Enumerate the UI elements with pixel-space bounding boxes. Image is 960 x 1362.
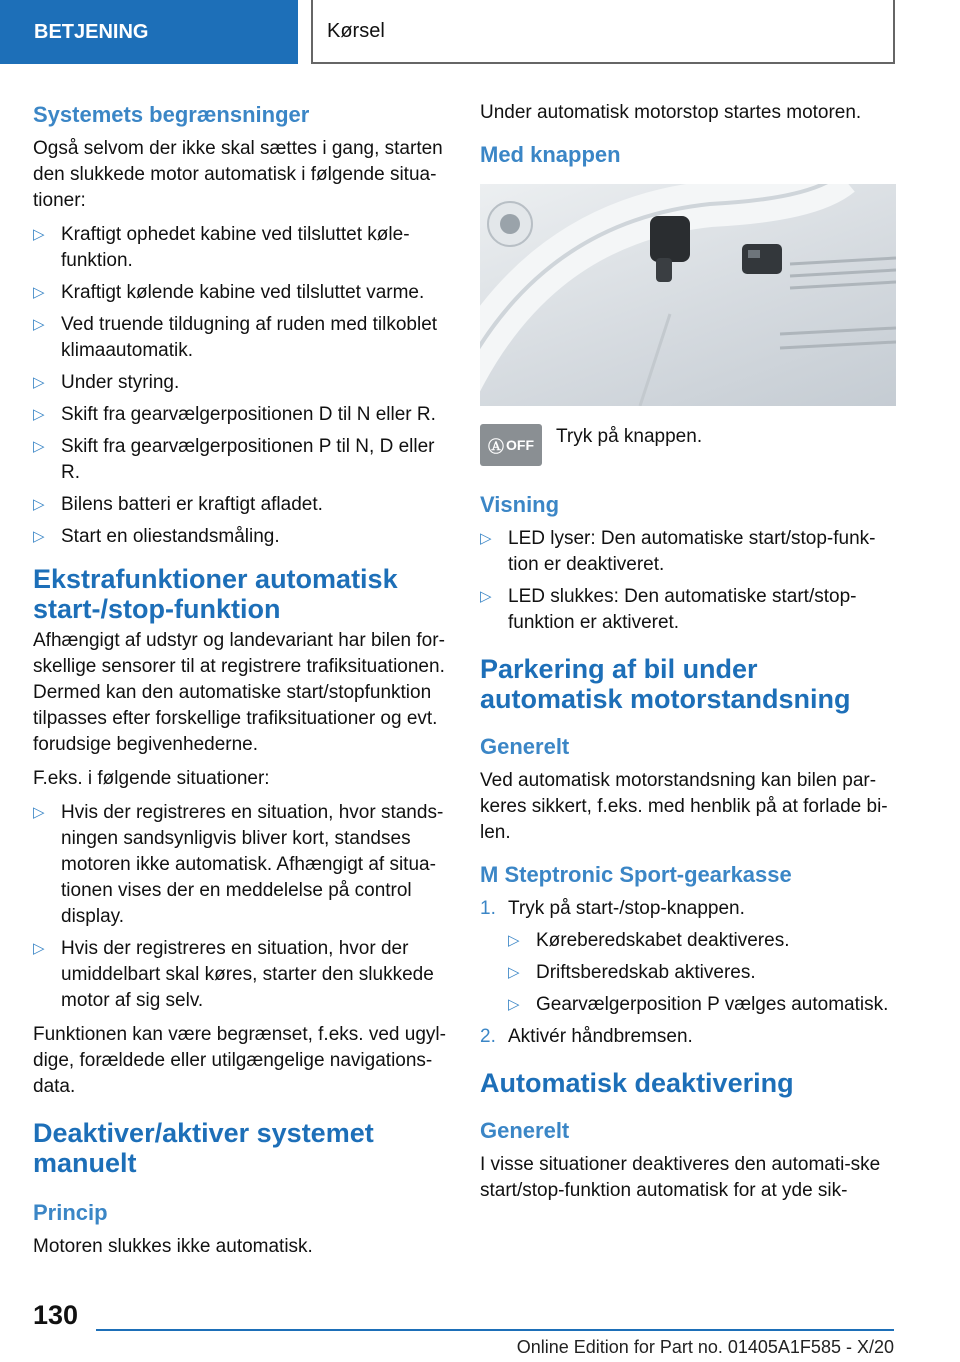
list-item: ▷ LED lyser: Den automatiske start/stop-funk-tion er deaktiveret. [480, 528, 876, 575]
triangle-bullet-icon: ▷ [33, 528, 45, 545]
footer-divider [96, 1329, 894, 1331]
principle-heading: Princip [33, 1200, 108, 1225]
parking-heading: Parkering af bil under automatisk motorstandsning [480, 654, 851, 714]
step-item [480, 1024, 896, 1050]
chapter-tab [311, 0, 895, 64]
auto-start-stop-off-icon: Ⓐ OFF [480, 424, 542, 466]
triangle-bullet-icon: ▷ [508, 964, 520, 981]
list-item: ▷ LED slukkes: Den automatiske start/stop-funktion er aktiveret. [480, 586, 857, 633]
display-heading: Visning [480, 492, 560, 517]
list-item: ▷ Driftsberedskab aktiveres. [508, 960, 896, 986]
list-item: ▷ Bilens batteri er kraftigt afladet. [33, 492, 447, 518]
chapter-label: Kørsel [327, 19, 385, 42]
press-text: Tryk på knappen. [556, 426, 703, 447]
display-list [480, 526, 896, 636]
press-instruction [480, 424, 896, 466]
triangle-bullet-icon: ▷ [33, 284, 45, 301]
list-item: ▷ Skift fra gearvælgerpositionen D til N eller R. [33, 402, 447, 428]
step-number: 2. [480, 1026, 496, 1047]
footer-edition: Online Edition for Part no. 01405A1F585 - X/20 [516, 1337, 894, 1357]
list-item: ▷ Kraftigt ophedet kabine ved tilsluttet køle-funktion. [33, 224, 410, 271]
triangle-bullet-icon: ▷ [33, 316, 45, 333]
list-item: ▷ Under styring. [33, 370, 447, 396]
triangle-bullet-icon: ▷ [33, 374, 45, 391]
right-intro: Under automatisk motorstop startes motoren. [480, 102, 862, 123]
triangle-bullet-icon: ▷ [33, 438, 45, 455]
step-subitems [508, 928, 896, 1018]
section-tab [0, 0, 298, 64]
triangle-bullet-icon: ▷ [480, 588, 492, 605]
general-text: Ved automatisk motorstandsning kan bilen par-keres sikkert, f.eks. med henblik på at forlade bi-len. [480, 770, 888, 843]
list-item: ▷ Køreberedskabet deaktiveres. [508, 928, 896, 954]
triangle-bullet-icon: ▷ [33, 804, 45, 821]
step-text: Aktivér håndbremsen. [508, 1026, 693, 1047]
general2-heading: Generelt [480, 1118, 570, 1143]
page-number: 130 [33, 1300, 79, 1330]
limits-intro: Også selvom der ikke skal sættes i gang, starten den slukkede motor automatisk i følgende situa-tioner: [33, 138, 443, 211]
list-item: ▷ Hvis der registreres en situation, hvor stands-ningen sandsynligvis bliver kort, standses motoren ikke automatisk. Afhængigt af situa-tionen vises der en meddelelse på control display. [33, 802, 444, 927]
extra-paragraph-2: F.eks. i følgende situationer: [33, 768, 270, 789]
triangle-bullet-icon: ▷ [33, 496, 45, 513]
extra-paragraph-3: Funktionen kan være begrænset, f.eks. ved ugyl-dige, forældede eller utilgængelige navigations-data. [33, 1024, 446, 1097]
section-label: BETJENING [34, 20, 149, 43]
extra-list [33, 800, 447, 1014]
list-item: ▷ Skift fra gearvælgerpositionen P til N, D eller R. [33, 436, 435, 483]
list-item: ▷ Start en oliestandsmåling. [33, 524, 447, 550]
steps-list [480, 896, 896, 1050]
triangle-bullet-icon: ▷ [33, 406, 45, 423]
limits-heading: Systemets begrænsninger [33, 102, 310, 127]
list-item: ▷ Kraftigt kølende kabine ved tilsluttet varme. [33, 280, 447, 306]
limits-list [33, 222, 447, 550]
triangle-bullet-icon: ▷ [508, 996, 520, 1013]
dashboard-photo [480, 184, 896, 406]
triangle-bullet-icon: ▷ [508, 932, 520, 949]
steptronic-heading: M Steptronic Sport-gearkasse [480, 862, 792, 887]
triangle-bullet-icon: ▷ [33, 940, 45, 957]
list-item: ▷ Ved truende tildugning af ruden med tilkoblet klimaautomatik. [33, 314, 438, 361]
list-item: ▷ Hvis der registreres en situation, hvor der umiddelbart skal køres, starter den slukkede motor af sig selv. [33, 938, 434, 1011]
triangle-bullet-icon: ▷ [33, 226, 45, 243]
general-heading: Generelt [480, 734, 570, 759]
step-number: 1. [480, 898, 496, 919]
step-text: Tryk på start-/stop-knappen. [508, 898, 745, 919]
principle-text: Motoren slukkes ikke automatisk. [33, 1236, 313, 1257]
right-column [480, 100, 896, 1212]
manual-heading: Deaktiver/aktiver systemet manuelt [33, 1118, 374, 1178]
dashboard-illustration [480, 184, 896, 406]
extra-functions-heading: Ekstrafunktioner automatisk start-/stop-funktion [33, 564, 398, 624]
list-item: ▷ Gearvælgerposition P vælges automatisk. [508, 992, 896, 1018]
triangle-bullet-icon: ▷ [480, 530, 492, 547]
general2-text: I visse situationer deaktiveres den automati-ske start/stop-funktion automatisk for at yde sik- [480, 1154, 881, 1201]
extra-paragraph-1: Afhængigt af udstyr og landevariant har bilen for-skellige sensorer til at registrere trafiksituationen. Dermed kan den automatiske start/stopfunktion tilpasses efter forskellige trafiksituationer og evt. forudsige begivenhederne. [33, 630, 445, 755]
button-heading: Med knappen [480, 142, 621, 167]
left-column [33, 100, 447, 1268]
auto-deactivation-heading: Automatisk deaktivering [480, 1068, 794, 1098]
step-item [480, 896, 896, 1018]
